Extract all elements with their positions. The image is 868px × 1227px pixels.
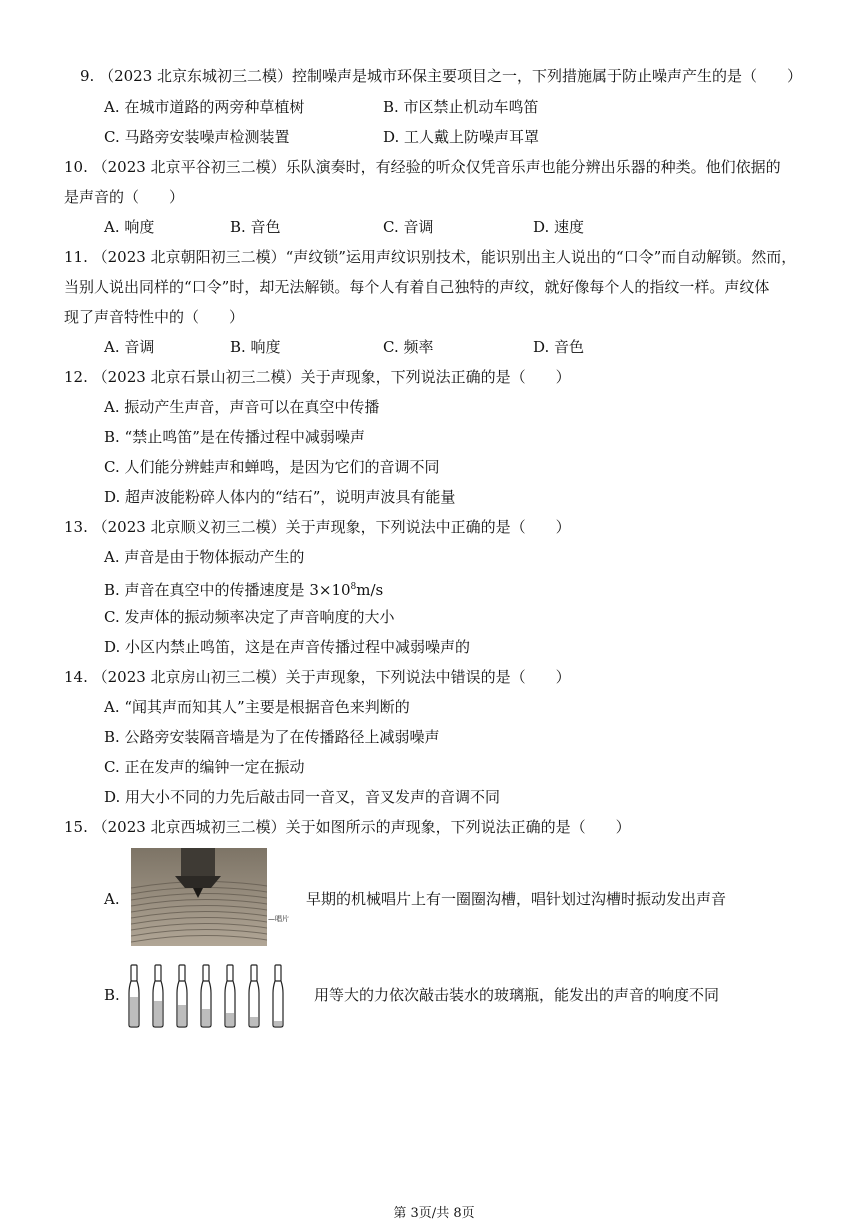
question-number: 14. <box>64 668 88 686</box>
question-15 <box>64 817 631 837</box>
option-d: D. 速度 <box>533 218 585 236</box>
option-a: A. 声音是由于物体振动产生的 <box>104 548 305 566</box>
question-source: （2023 北京西城初三二模） <box>92 818 286 836</box>
question-12 <box>64 367 571 387</box>
image-label: —唱片 <box>268 915 289 923</box>
option-a: A. 振动产生声音，声音可以在真空中传播 <box>104 398 380 416</box>
option-b: B. 公路旁安装隔音墙是为了在传播路径上减弱噪声 <box>104 728 440 746</box>
option-b: B. “禁止鸣笛”是在传播过程中减弱噪声 <box>104 428 365 446</box>
question-source: （2023 北京朝阳初三二模） <box>92 248 286 266</box>
question-stem: 控制噪声是城市环保主要项目之一，下列措施属于防止噪声产生的是（ ） <box>292 67 803 85</box>
question-13 <box>64 517 571 537</box>
option-c: C. 频率 <box>383 338 434 356</box>
option-b-label: B. <box>104 986 120 1004</box>
question-stem-cont: 是声音的（ ） <box>64 188 185 206</box>
option-b: B. 响度 <box>230 338 281 356</box>
option-c: C. 人们能分辨蛙声和蝉鸣，是因为它们的音调不同 <box>104 458 440 476</box>
question-source: （2023 北京房山初三二模） <box>92 668 286 686</box>
option-c: C. 马路旁安装噪声检测装置 <box>104 128 290 146</box>
option-a-label: A. <box>104 890 120 908</box>
question-14 <box>64 667 571 687</box>
question-source: （2023 北京东城初三二模） <box>99 67 293 85</box>
question-number: 12. <box>64 368 88 386</box>
question-stem: 关于声现象，下列说法正确的是（ ） <box>300 368 571 386</box>
question-source: （2023 北京顺义初三二模） <box>92 518 286 536</box>
question-stem: 关于如图所示的声现象，下列说法正确的是（ ） <box>285 818 631 836</box>
question-9 <box>80 66 802 86</box>
option-a: A. 在城市道路的两旁种草植树 <box>104 98 305 116</box>
question-stem: 乐队演奏时，有经验的听众仅凭音乐声也能分辨出乐器的种类。他们依据的 <box>285 158 781 176</box>
image-label-text: 唱片 <box>275 915 289 923</box>
question-11 <box>64 247 796 267</box>
question-stem: 关于声现象，下列说法中错误的是（ ） <box>285 668 571 686</box>
option-b <box>104 577 383 600</box>
question-source: （2023 北京石景山初三二模） <box>92 368 301 386</box>
option-d: D. 工人戴上防噪声耳罩 <box>383 128 540 146</box>
option-b: B. 音色 <box>230 218 281 236</box>
option-d: D. 用大小不同的力先后敲击同一音叉，音叉发声的音调不同 <box>104 788 501 806</box>
question-number: 10. <box>64 158 88 176</box>
option-c: C. 发声体的振动频率决定了声音响度的大小 <box>104 608 395 626</box>
question-stem: “声纹锁”运用声纹识别技术，能识别出主人说出的“口令”而自动解锁。然而， <box>285 248 797 266</box>
option-text: B. 声音在真空中的传播速度是 3×10 <box>104 581 351 599</box>
question-stem-cont: 当别人说出同样的“口令”时，却无法解锁。每个人有着自己独特的声纹，就好像每个人的指纹一样。声纹体 <box>64 278 770 296</box>
question-10 <box>64 157 781 177</box>
option-c: C. 正在发声的编钟一定在振动 <box>104 758 305 776</box>
option-b-text: 用等大的力依次敲击装水的玻璃瓶，能发出的声音的响度不同 <box>314 986 720 1004</box>
question-number: 11. <box>64 248 88 266</box>
option-b: B. 市区禁止机动车鸣笛 <box>383 98 539 116</box>
option-a: A. 音调 <box>104 338 155 356</box>
page-number-footer: 第 3页/共 8页 <box>393 1206 475 1221</box>
question-number: 9. <box>80 67 95 85</box>
unit: m/s <box>356 581 384 599</box>
option-c: C. 音调 <box>383 218 434 236</box>
option-d: D. 音色 <box>533 338 585 356</box>
glass-bottles-illustration <box>128 963 296 1029</box>
option-a: A. “闻其声而知其人”主要是根据音色来判断的 <box>104 698 410 716</box>
option-a-text: 早期的机械唱片上有一圈圈沟槽，唱针划过沟槽时振动发出声音 <box>306 890 727 908</box>
question-source: （2023 北京平谷初三二模） <box>92 158 286 176</box>
option-d: D. 小区内禁止鸣笛，这是在声音传播过程中减弱噪声的 <box>104 638 471 656</box>
question-stem-cont: 现了声音特性中的（ ） <box>64 308 245 326</box>
option-a: A. 响度 <box>104 218 155 236</box>
question-number: 15. <box>64 818 88 836</box>
exponent: 8 <box>350 582 357 592</box>
option-d: D. 超声波能粉碎人体内的“结石”，说明声波具有能量 <box>104 488 456 506</box>
question-number: 13. <box>64 518 88 536</box>
question-stem: 关于声现象，下列说法中正确的是（ ） <box>285 518 571 536</box>
record-groove-photo <box>131 848 267 946</box>
